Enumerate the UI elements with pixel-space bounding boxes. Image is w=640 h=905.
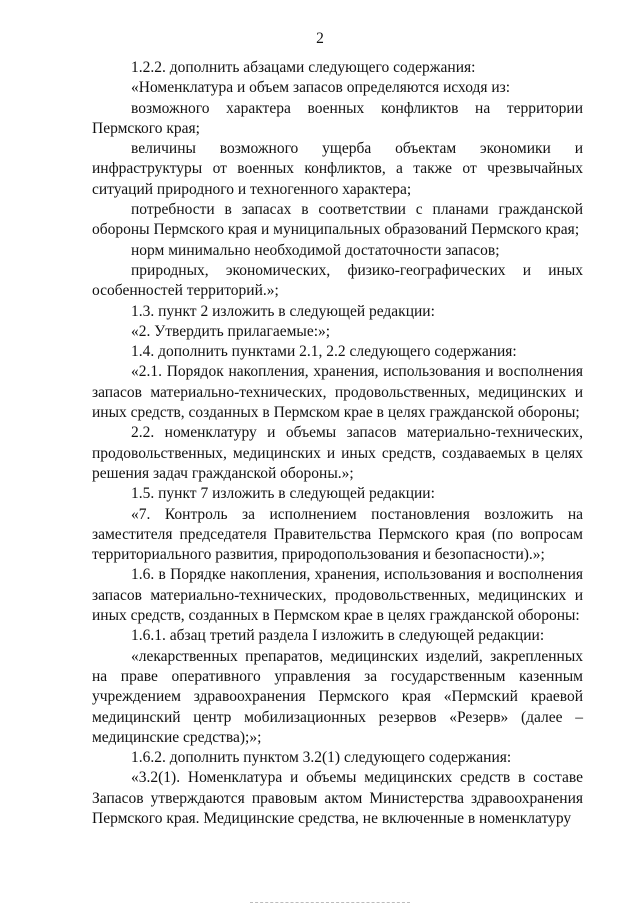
paragraph-1-5: 1.5. пункт 7 изложить в следующей редакции: xyxy=(131,485,435,503)
paragraph-1-6: 1.6. в Порядке накопления, хранения, использования и восполнения запасов материально-технических, продовольственных, медицинских и иных средств, созданных в Пермском крае в целях гражданской обороны: xyxy=(92,566,583,625)
document-body xyxy=(92,58,583,829)
paragraph-item-2: «2. Утвердить прилагаемые:»; xyxy=(131,322,331,340)
paragraph-1-4: 1.4. дополнить пунктами 2.1, 2.2 следующего содержания: xyxy=(131,343,517,361)
paragraph-medicines: «лекарственных препаратов, медицинских изделий, закрепленных на праве оперативного управления за государственным казенным учреждением здравоохранения Пермского края «Пермский краевой медицинский центр мобилизационных резервов «Резерв» (далее – медицинские средства);»; xyxy=(92,647,583,746)
paragraph-1-2-2: 1.2.2. дополнить абзацами следующего содержания: xyxy=(131,59,476,76)
page-number: 2 xyxy=(316,30,324,47)
paragraph-item-2-1: «2.1. Порядок накопления, хранения, использования и восполнения запасов материально-технических, продовольственных, медицинских и иных средств, созданных в Пермском крае в целях гражданской обороны; xyxy=(92,363,583,422)
paragraph-1-6-1: 1.6.1. абзац третий раздела I изложить в следующей редакции: xyxy=(131,627,545,645)
paragraph-item-7: «7. Контроль за исполнением постановления возложить на заместителя председателя Правительства Пермского края (по вопросам территориального развития, природопользования и безопасности).»; xyxy=(92,505,583,564)
paragraph-nomenclature-intro: «Номенклатура и объем запасов определяются исходя из: xyxy=(131,79,511,97)
paragraph-item-2-2: 2.2. номенклатуру и объемы запасов материально-технических, продовольственных, медицинских и иных средств, создаваемых в целях решения задач гражданской обороны.»; xyxy=(92,424,583,482)
paragraph-reserve-needs: потребности в запасах в соответствии с планами гражданской обороны Пермского края и муниципальных образований Пермского края; xyxy=(92,201,583,239)
paragraph-military-conflicts: возможного характера военных конфликтов на территории Пермского края; xyxy=(92,99,583,137)
paragraph-1-6-2: 1.6.2. дополнить пунктом 3.2(1) следующего содержания: xyxy=(131,749,512,767)
paragraph-1-3: 1.3. пункт 2 изложить в следующей редакции: xyxy=(131,302,435,320)
paragraph-sufficiency-norms: норм минимально необходимой достаточности запасов; xyxy=(131,241,500,259)
paragraph-item-3-2-1: «3.2(1). Номенклатура и объемы медицинских средств в составе Запасов утверждаются правовым актом Министерства здравоохранения Пермского края. Медицинские средства, не включенные в номенклатуру xyxy=(92,769,583,827)
paragraph-territory-features: природных, экономических, физико-географических и иных особенностей территорий.»; xyxy=(92,261,583,300)
paragraph-possible-damage: величины возможного ущерба объектам экономики и инфраструктуры от военных конфликтов, а также от чрезвычайных ситуаций природного и техногенного характера; xyxy=(92,140,583,198)
